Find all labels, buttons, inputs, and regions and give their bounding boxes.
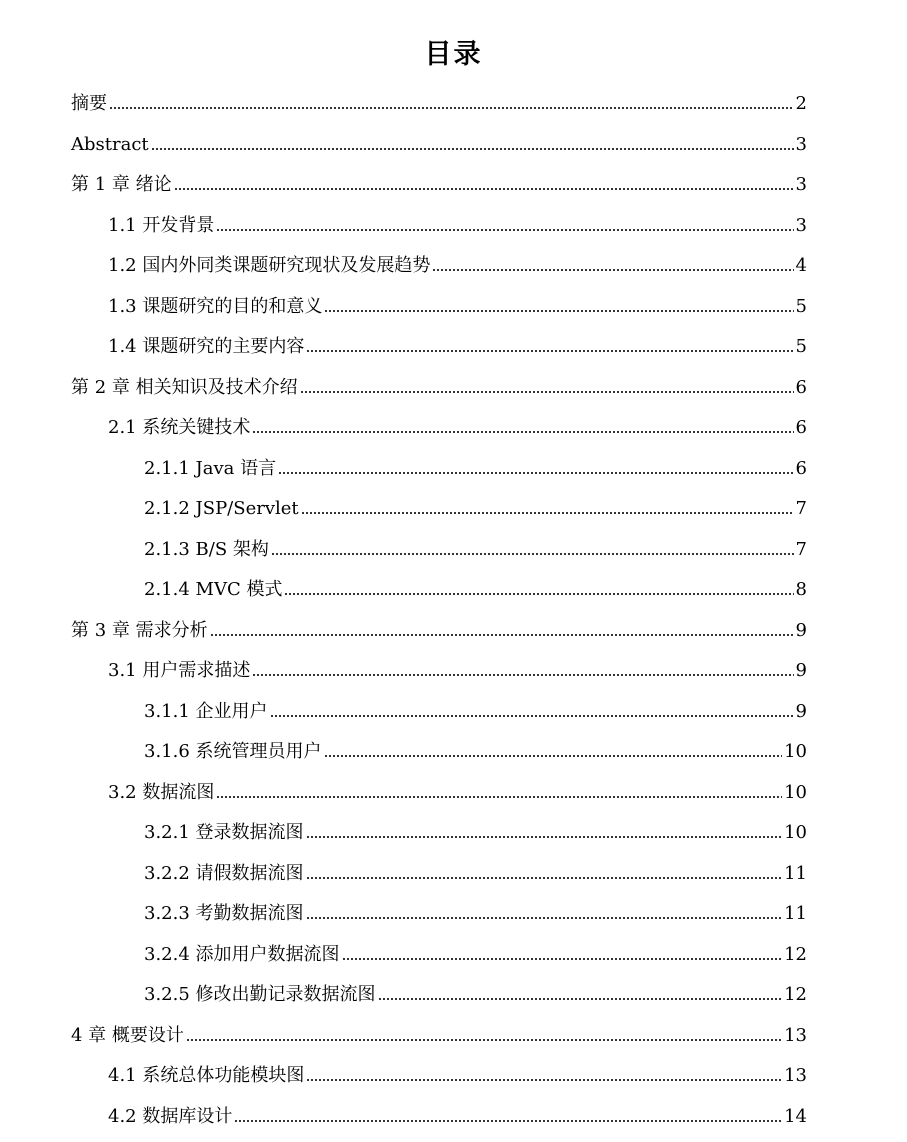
toc-entry-page: 3 <box>795 133 807 155</box>
dot-leader <box>186 1039 782 1041</box>
dot-leader <box>174 188 794 190</box>
dot-leader <box>216 229 793 231</box>
toc-entry-page: 13 <box>784 1065 807 1087</box>
toc-entry-page: 9 <box>795 700 807 722</box>
toc-entry-page: 7 <box>795 538 807 560</box>
toc-entry[interactable] <box>0 813 907 854</box>
dot-leader <box>306 877 783 879</box>
toc-entry-page: 5 <box>795 336 807 358</box>
toc-entry[interactable] <box>0 1097 907 1138</box>
toc-entry-page: 6 <box>795 417 807 439</box>
toc-entry-page: 12 <box>784 984 807 1006</box>
toc-entry[interactable] <box>0 570 907 611</box>
toc-entry[interactable] <box>0 732 907 773</box>
toc-entry[interactable] <box>0 773 907 814</box>
toc-entry-label: 4 章 概要设计 <box>71 1024 184 1046</box>
toc-entry-label: 摘要 <box>71 93 107 115</box>
toc-entry[interactable] <box>0 935 907 976</box>
toc-entry-page: 11 <box>784 862 807 884</box>
toc-entry[interactable] <box>0 1016 907 1057</box>
toc-entry-page: 2 <box>795 93 807 115</box>
toc-entry[interactable] <box>0 287 907 328</box>
toc-entry[interactable] <box>0 692 907 733</box>
toc-entry[interactable] <box>0 1056 907 1097</box>
toc-entry-label: 3.2.2 请假数据流图 <box>144 862 304 884</box>
dot-leader <box>284 593 793 595</box>
toc-entry-label: 4.1 系统总体功能模块图 <box>108 1065 305 1087</box>
toc-entry-page: 6 <box>795 376 807 398</box>
toc-entry-label: 1.3 课题研究的目的和意义 <box>108 295 323 317</box>
dot-leader <box>109 107 794 109</box>
toc-entry-label: 第 1 章 绪论 <box>71 174 172 196</box>
dot-leader <box>252 431 793 433</box>
toc-entry[interactable] <box>0 975 907 1016</box>
toc-entry[interactable] <box>0 165 907 206</box>
toc-entry-label: 3.2.1 登录数据流图 <box>144 822 304 844</box>
dot-leader <box>151 148 794 150</box>
toc-entry-page: 3 <box>795 214 807 236</box>
toc-entry[interactable] <box>0 368 907 409</box>
toc-entry-label: Abstract <box>71 133 149 155</box>
toc-entry[interactable] <box>0 206 907 247</box>
toc-entry-label: 2.1.4 MVC 模式 <box>144 579 283 601</box>
toc-entry-page: 14 <box>784 1105 807 1127</box>
dot-leader <box>271 553 794 555</box>
toc-entry-page: 5 <box>795 295 807 317</box>
dot-leader <box>306 836 783 838</box>
toc-entry-label: 第 3 章 需求分析 <box>71 619 208 641</box>
toc-entry-page: 8 <box>795 579 807 601</box>
toc-entry-page: 6 <box>795 457 807 479</box>
toc-entry-page: 10 <box>784 781 807 803</box>
toc-entry-page: 11 <box>784 903 807 925</box>
dot-leader <box>306 917 783 919</box>
dot-leader <box>270 715 794 717</box>
dot-leader <box>306 1079 782 1081</box>
toc-entry-page: 9 <box>795 619 807 641</box>
toc-entry-label: 3.2.4 添加用户数据流图 <box>144 943 340 965</box>
dot-leader <box>306 350 793 352</box>
dot-leader <box>300 391 794 393</box>
toc-entry[interactable] <box>0 611 907 652</box>
toc-entry-label: 1.1 开发背景 <box>108 214 215 236</box>
dot-leader <box>216 796 782 798</box>
toc-entry[interactable] <box>0 84 907 125</box>
toc-entry-label: 1.2 国内外同类课题研究现状及发展趋势 <box>108 255 431 277</box>
toc-entry[interactable] <box>0 489 907 530</box>
toc-entry-page: 3 <box>795 174 807 196</box>
dot-leader <box>252 674 793 676</box>
toc-entry-label: 第 2 章 相关知识及技术介绍 <box>71 376 298 398</box>
table-of-contents <box>0 84 907 1137</box>
toc-entry[interactable] <box>0 246 907 287</box>
toc-entry-label: 3.1 用户需求描述 <box>108 660 251 682</box>
toc-entry-page: 12 <box>784 943 807 965</box>
dot-leader <box>324 755 783 757</box>
toc-entry[interactable] <box>0 894 907 935</box>
toc-entry-page: 9 <box>795 660 807 682</box>
toc-entry[interactable] <box>0 530 907 571</box>
toc-entry-label: 4.2 数据库设计 <box>108 1105 233 1127</box>
dot-leader <box>378 998 783 1000</box>
toc-entry-page: 10 <box>784 741 807 763</box>
dot-leader <box>432 269 793 271</box>
toc-entry[interactable] <box>0 327 907 368</box>
toc-entry-label: 1.4 课题研究的主要内容 <box>108 336 305 358</box>
dot-leader <box>324 310 793 312</box>
toc-entry[interactable] <box>0 408 907 449</box>
toc-entry[interactable] <box>0 854 907 895</box>
toc-title: 目录 <box>424 39 483 70</box>
toc-entry-label: 3.1.1 企业用户 <box>144 700 268 722</box>
toc-entry-page: 13 <box>784 1024 807 1046</box>
toc-entry-label: 3.2 数据流图 <box>108 781 215 803</box>
toc-entry-page: 10 <box>784 822 807 844</box>
toc-entry-label: 3.1.6 系统管理员用户 <box>144 741 322 763</box>
toc-entry[interactable] <box>0 651 907 692</box>
toc-entry-page: 7 <box>795 498 807 520</box>
toc-entry[interactable] <box>0 125 907 166</box>
toc-entry-label: 2.1.1 Java 语言 <box>144 457 277 479</box>
toc-entry-page: 4 <box>795 255 807 277</box>
toc-entry-label: 2.1.3 B/S 架构 <box>144 538 269 560</box>
dot-leader <box>234 1120 782 1122</box>
dot-leader <box>278 472 793 474</box>
dot-leader <box>342 958 783 960</box>
toc-entry-label: 2.1 系统关键技术 <box>108 417 251 439</box>
dot-leader <box>210 634 794 636</box>
toc-entry[interactable] <box>0 449 907 490</box>
toc-entry-label: 3.2.5 修改出勤记录数据流图 <box>144 984 376 1006</box>
toc-entry-label: 3.2.3 考勤数据流图 <box>144 903 304 925</box>
dot-leader <box>301 512 794 514</box>
toc-entry-label: 2.1.2 JSP/Servlet <box>144 498 299 520</box>
